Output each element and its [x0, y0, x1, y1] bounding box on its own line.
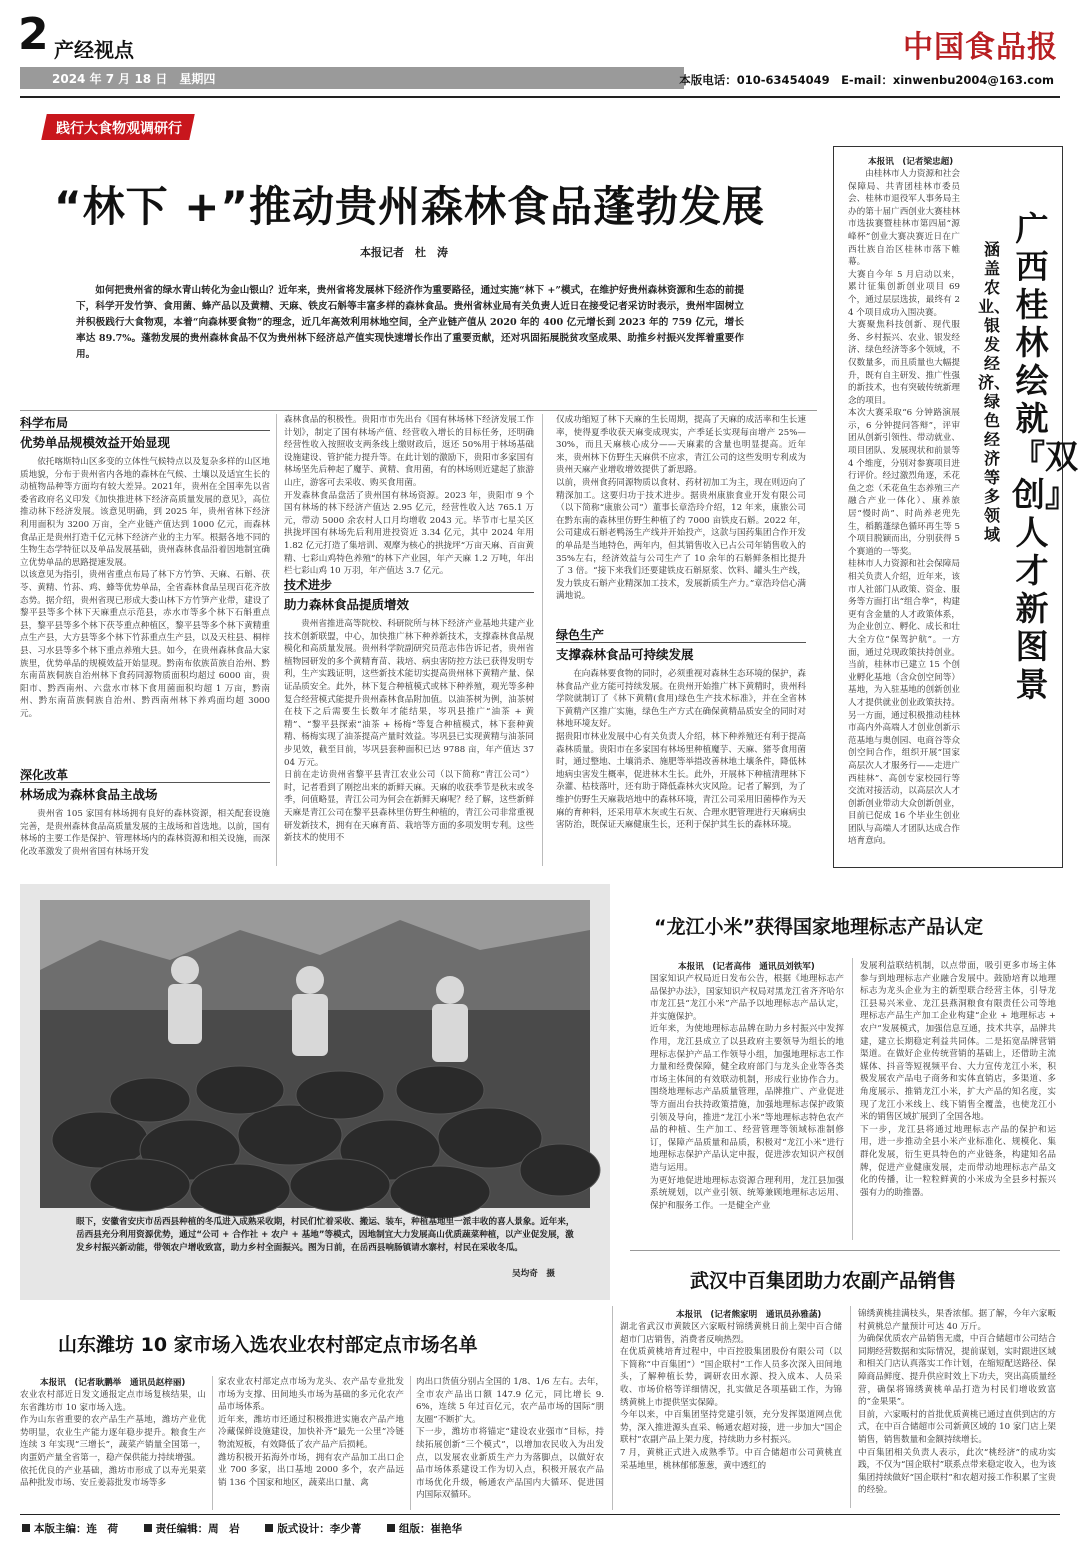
section-kicker: 深化改革 [20, 768, 69, 782]
column-divider [612, 1306, 613, 1510]
article3-headline: 武汉中百集团助力农副产品销售 [690, 1270, 957, 1292]
article2-byline: 本报讯 (记者高伟 通讯员刘铁军) [678, 962, 815, 972]
section-kicker: 技术进步 [284, 578, 333, 592]
sidebar-headline: 广西桂林绘就『双创』人才新图景 [1012, 209, 1078, 704]
column-divider [212, 1376, 213, 1510]
photo-illustration [40, 900, 590, 1208]
lead-divider [20, 410, 817, 411]
column-divider [410, 1376, 411, 1510]
section-rule [556, 642, 806, 643]
article-body: 仅成功缩短了林下天麻的生长周期，提高了天麻的成活率和生长速率，使得夏季收获天麻变成现实，产季延长实现每亩增产 25%—30%，而且天麻核心成分——天麻素的含量也明显提高。近年来，贵州林下仿野生天麻供不应求，青江公司的这些发明专利成为贵州天麻产业增收增效提供了新思路。 以前，贵州食药同源物质以食材、药材初加工为主，现在则迈向了精深加工。这要归功于技术进步。据贵州康旅食业开发有限公司（以下简称“康旅公司”）董事长章浩玲介绍，12 年来，康旅公司在黔东南的森林里仿野生种植了约 7000 亩铁皮石斛。2022 年，公司建成石斛老鸭汤生产线并开始投产，这款与国药集团合作开发的单品是当地特色，两年内，但其销售收入已占公司年销售收入的 35%左右，经济效益与公司生产了 10 余年的石斛鲜条相比提升了 3 倍。“接下来我们还要建铁皮石斛原浆、饮料、罐头生产线，发力铁皮石斛产业精深加工技术，发展新质生产力。”章浩玲信心满满地说。 [556, 415, 806, 602]
section-heading: 优势单品规模效益开始显现 [20, 435, 171, 450]
section-heading: 支撑森林食品可持续发展 [556, 647, 694, 662]
article4-byline: 本报讯 (记者耿鹏举 通讯员赵梓丽) [40, 1378, 186, 1388]
article2-body: 发展利益联结机制，以点带面，吸引更多市场主体参与到地理标志产业融合发展中。鼓励培育以地理标志为龙头企业为主的新型联合经营主体，引导龙江县易兴米业、龙江县燕洞粮食有限责任公司等地理标志产品生产加工企业构建“企业 + 地理标志 + 农户”发展模式，加强信息互通，技术共享，品牌共建，建立长期稳定利益共同体。二是拓宽品牌营销渠道。在做好企业传统营销的基础上，还借助主流媒体、抖音等短视频平台、大力宣传龙江小米，积极发展农产品电子商务和实体直销店，多渠道、多角度展示、推销龙江小米，扩大产品的知名度，实现了龙江小米线上、线下销售全覆盖，也使龙江小米的销售区域扩展到了全国各地。 下一步，龙江县将通过地理标志产品的保护和运用，进一步推动全县小米产业标准化、规模化、集群化发展，衍生更具特色的产业链条，构建知名品牌，促进产业健康发展，走而带动地理标志产品文化的传播，让一粒粒鲜黄的小米成为全县乡村振兴强有力的助推器。 [860, 961, 1056, 1198]
date-bar [20, 67, 684, 89]
section-divider [630, 1250, 1060, 1251]
article-body: 贵州省 105 家国有林场拥有良好的森林资源，相关配套设施完善，是贵州森林食品高质量发展的主战场和首选地。以前，国有林场的主要工作是保护、管理林场内的森林资源和相关设施，而深化改革激发了贵州省国有林场开发 [20, 809, 270, 857]
section-name: 产经视点 [54, 38, 134, 62]
section-rule [284, 592, 534, 593]
bullet-square-icon [265, 1524, 273, 1532]
article2-headline: “龙江小米”获得国家地理标志产品认定 [654, 916, 983, 938]
article-body: 森林食品的积极性。贵阳市市先出台《国有林场林下经济发展工作计划》，制定了国有林场产值、经营收入增长的目标任务，还明确经营性收入按照收支两条线上缴财政后，返还 50%用于林场基础设施建设、管护能力提升等。在此计划的激励下，贵阳市多家国有林场坚先后种起了魔芋、黄精、食用菌，有的林场则近建起了旅游山庄，游客可去采收、购买食用菌。 开发森林食品盘活了贵州国有林场资源。2023 年，贵阳市 9 个国有林场的林下经济产值达 2.95 亿元，经营性收入达 765.1 万元，带动 5000 余农村人口月均增收 2043 元。毕节市七星关区拱拢坪国有林场先后利用进投资近 3.34 亿元，其中 2024 年用 1.82 亿元打造了集培训、观摩为核心的拱拢坪“万亩天麻、百亩黄精、七彩山鸡特色养殖”的林下产业园，年产天麻 1.2 万吨，年出栏七彩山鸡 10 万羽，年产值达 3.7 亿元。 [284, 415, 534, 577]
column-divider [852, 958, 853, 1240]
article3-byline: 本报讯 (记者熊家明 通讯员孙雅菡) [676, 1310, 822, 1320]
sidebar-body: 由桂林市人力资源和社会保障局、共青团桂林市委员会、桂林市退役军人事务局主办的第十届广西创业大赛桂林市选拔赛暨桂林市第四届“源峰杯”创业大赛决赛近日在广西壮族自治区桂林市落下帷幕。 大赛自今年 5 月启动以来，累计征集创新创业项目 69 个，通过层层选拔，最终有 24 个项目成功入围决赛。 大赛聚焦科技创新、现代服务、乡村振兴、农业、银发经济、绿色经济等多个领域，不仅数量多，而且质量也大幅提升，既有自主研发、推广性强的新技术，也有突破传统新理念的项目。 本次大赛采取“6 分钟路演展示，6 分钟提问答辩”，评审团从创新引领性、带动就业、项目团队、发展现状和前景等 4 个维度，分别对参赛项目进行评价。经过激烈角逐，禾花鱼之恋（禾花鱼生态养殖三产融合产业一体化）、康养旅居“慢时尚”、时尚养老兜先生，稻鹅蓬绿色循环再生等 5 个项目脱颖而出，分别获得 5 个赛道的一等奖。 桂林市人力资源和社会保障局相关负责人介绍，近年来，该市人社部门从政策、资金、服务等方面打出“组合拳”，构建更有含金量的人才政策体系，为企业创立、孵化、成长和壮大全方位“保驾护航”。一方面，通过兑现政策扶持创业。当前，桂林市已建立 15 个创业孵化基地（含众创空间等）基地，为入驻基地的创新创业人才提供就业创业政策扶持。另一方面，通过积极推动桂林市高内外高端人才创业创新示范基地与奥创园、电商谷等众创空间合作，组织开展“国家高层次人才服务行——走进广西桂林”、高创专家校园行等交流对接活动，以高层次人才创新创业带动大众创新创业，目前已促成 16 个毕业生创业团队与高端人才团队达成合作培育意向。 [848, 169, 960, 847]
footer-layout: 组版：崔艳华 [398, 1523, 462, 1535]
main-lead: 如何把贵州省的绿水青山转化为金山银山？近年来，贵州省将发展林下经济作为重要路径，通过实施“林下 +”模式，在维护好贵州森林资源和生态的前提下，科学开发竹笋、食用菌、蜂产品以及黄精、天麻、铁皮石斛等丰富多样的森林食品。贵州省林业局有关负责人近日在接受记者采访时表示，贵州牢固树立并积极践行大食物观，本着“向森林要食物”的理念，近几年高效利用林地空间，全产业链产值从 2020 年的 400 亿元增长到 2023 年的 759 亿元，增长率达 89.7%。蓬勃发展的贵州森林食品不仅为贵州林下经济总产值实现快速增长作出了重要贡献，还对巩固拓展脱贫攻坚成果、助推乡村振兴发挥着重要作用。 [76, 285, 744, 360]
section-kicker: 绿色生产 [556, 628, 605, 642]
spacer [654, 950, 844, 952]
footer-designer: 版式设计：李少菁 [277, 1523, 362, 1535]
article4-body: 农业农村部近日发文通报定点市场复核结果，山东省潍坊市 10 家市场入选。 作为山东省重要的农产品生产基地，潍坊产业优势明显，农业生产能力逐年稳步提升。粮食生产连续 3 年实现“三增长”，蔬菜产销量全国第一，肉蛋奶产量全省第一，稳产保供能力持续增强。 依托优良的产业基础，潍坊市形成了以寿光果菜品种批发市场、安丘姜蒜批发市场等多 [20, 1390, 206, 1489]
column-divider [542, 414, 543, 866]
section-heading: 林场成为森林食品主战场 [20, 787, 158, 802]
article3-body: 锦绣黄桃挂满枝头，果香浓郁。据了解，今年六家畈村黄桃总产量预计可达 40 万斤。 为确保优质农产品销售无虞，中百合储超市公司结合同期经营数据和实际情况，提前谋划，实时跟进区域和相关门店认真落实工作计划，在缩短配送路径、保障商品鲜度、提升供应时效上下功夫，突出高质量经营，确保将锦绣黄桃单品打造为村民们增收致富的“金果果”。 目前，六家畈村的首批优质黄桃已通过直供到店的方式，在中百合储超市公司新黄区域的 10 家门店上架销售，销售数量和金额持续增长。 中百集团相关负责人表示，此次“桃经济”的成功实践，不仅为“国企联村”联系点带来稳定收入，也为该集团持续做好“国企联村”和农超对接工作积累了宝贵的经验。 [858, 1309, 1056, 1496]
footer-credits [22, 1521, 484, 1536]
header-rule [20, 96, 1060, 98]
article-body: 贵州省推进高等院校、科研院所与林下经济产业基地共建产业技术创新联盟，中心，加快推广林下种养新技术，支撑森林食品规模化和高质量发展。贵州科学院副研究员范志伟告诉记者，贵州省植物园研发的多个黄精育苗、栽培、病虫害防控方法已获得发明专利，生产实践证明，这些新技术能切实提高贵州林下黄精产量、保证品质安全。此外，林下复合种植模式或林下种养殖，观光等多种复合经营模式能提升贵州森林食品附加值。以油茶树为例，油茶树在枝下之后需要生长数年才能结果，岑巩县推广“油茶 + 黄精”、“黎平县探索“油茶 + 杨梅”等复合种植模式，林下套种黄精、杨梅实现了油茶提高产量时效益。岑巩县已实现黄精与油茶同步见效，截至目前，岑巩县套种面积已达 9788 亩，年产值达 3704 万元。 日前在走访贵州省黎平县青江农业公司（以下简称“青江公司”）时，记者看到了刚挖出来的新鲜天麻。天麻的收获季节是秋末或冬季，问值略显，青江公司为何会在新鲜天麻呢？经了解，这些新鲜天麻是青江公司在黎平县森林里仿野生种植的，青江公司非常重视研发新技术，拥有在天麻育苗、栽培等方面的多项发明专利。这些新技术的使用不 [284, 619, 534, 844]
bullet-square-icon [144, 1524, 152, 1532]
article4-body: 肉出口货值分别占全国的 1/8、1/6 左右。去年，全市农产品出口额 147.9 亿元，同比增长 9.6%，连续 5 年过百亿元，农产品市场的国际“朋友圈”不断扩大。 下一步，潍坊市将锚定“建设农业强市”目标，持续拓展创新“三个模式”，以增加农民收入为出发点，以发展农业新质生产力为落脚点，以做好农品市场体系建设工作为切入点，积极开展农产品市场优化升级，畅通农产品国内大循环、促进国内国际双循环。 [416, 1377, 604, 1501]
masthead-logo: 中国食品报 [903, 30, 1058, 65]
page-number: 2 [18, 9, 49, 60]
section-heading: 助力森林食品提质增效 [284, 597, 410, 612]
issue-date: 2024 年 7 月 18 日 星期四 [52, 72, 216, 86]
section-kicker: 科学布局 [20, 416, 69, 430]
bullet-square-icon [387, 1524, 395, 1532]
article3-body: 湖北省武汉市黄陂区六家畈村锦绣黄桃日前上架中百合储超市门店销售，消费者反响热烈。 在优质黄桃培育过程中，中百控股集团股份有限公司（以下简称“中百集团”）“国企联村”工作人员多次深入田间地头，了解种植长势，调研农田水源、投入成本、人员采收、市场价格等详细情况，扎实做足各项基础工作，为锦绣黄桃上市提供坚实保障。 今年以来，中百集团坚持党建引领，充分发挥渠道网点优势，深入推进源头直采、畅通农超对接，进一步加大“国企联村”农副产品上架力度，持续助力乡村振兴。 7 月，黄桃正式进入成熟季节。中百合储超市公司黄桃直采基地里，桃林郁郁葱葱，黄中透红的 [620, 1322, 842, 1471]
bullet-square-icon [22, 1524, 30, 1532]
section-rule [20, 430, 270, 431]
photo-caption: 眼下，安徽省安庆市岳西县种植的冬瓜进入成熟采收期，村民们忙着采收、搬运、装车，种植基地里一派丰收的喜人景象。近年来，岳西县充分利用资源优势，通过“公司 + 合作社 + 农户 + 基地”等模式，因地制宜大力发展高山优质蔬菜种植，以产业促发展，激发乡村振兴新动能，带领农户增收致富，助力乡村全面振兴。图为日前，在岳西县响肠镇请水寨村，村民在采收冬瓜。 [76, 1217, 575, 1253]
sidebar-subheadline: 涵盖农业、银发经济、绿色经济等多领域 [978, 240, 1011, 544]
contact-info: 本版电话：010-63454049 E-mail：xinwenbu2004@163.com [679, 73, 1054, 87]
article2-body: 国家知识产权局近日发布公告，根据《地理标志产品保护办法》，国家知识产权局对黑龙江省齐齐哈尔市龙江县“龙江小米”产品予以地理标志产品认定，并实施保护。 近年来，为使地理标志品牌在助力乡村振兴中发挥作用，龙江县成立了以县政府主要领导为组长的地理标志保护产品工作领导小组，加强地理标志工作力量和经费保障，健全政府部门与龙头企业等各类市场主体间的有效联动机制，形成行业协作合力。围绕地理标志产品质量管理，品牌推广、产业促进等方面出台扶持政策措施，加强地理标志保护政策引领及导向，推进“龙江小米”等地理标志特色农产品的种植、生产加工、经营管理等领域标准制修订，保障产品质量和品质，积极对“龙江小米”进行地理标志保护产品认定申报，促进涉农知识产权创造与运用。 为更好地促进地理标志资源合理利用，龙江县加强系统规划，以产业引领、统筹兼顾地理标志运用、保护和服务工作。一是健全产业 [650, 974, 844, 1211]
column-divider [276, 414, 277, 866]
article4-body: 家农业农村部定点市场为龙头、农产品专业批发市场为支撑、田间地头市场为基础的多元化农产品市场体系。 近年来，潍坊市还通过积极推进实施农产品产地冷藏保鲜设施建设，加快补齐“最先一公里”冷链物流短板，有效降低了农产品产后损耗。 潍坊积极开拓海外市场，拥有农产品加工出口企业 700 多家，出口基地 2000 多个，农产品远销 136 个国家和地区，蔬菜出口量、禽 [218, 1377, 404, 1488]
main-headline: “林下 +”推动贵州森林食品蓬勃发展 [54, 182, 766, 231]
winter-melon-harvest-photo [40, 900, 590, 1208]
article-body: 在向森林要食物的同时，必须重视对森林生态环境的保护，森林食品产业方能可持续发展。在贵州开始推广林下黄精时，贵州科学院就制订了《林下黄精(食用)绿色生产技术标准》，并在全省林下黄精产区推广实施，绿色生产方式在确保黄精品质安全的同时对林地环境友好。 据贵阳市林业发展中心有关负责人介绍，林下种养殖还有利于提高森林质量。贵阳市在多家国有林场里种植魔芋、天麻、猪苓食用菌时，通过整地、土壤消杀、施肥等举措改善林地土壤条件，降低林地病虫害发生概率，促进林木生长。此外，开展林下种植清理林下杂灌、枯枝落叶，还有助于降低森林火灾风险。记者了解到，为了维护仿野生天麻栽培地中的森林环境，青江公司采用旧菌棒作为天麻的育种料，还采用草木灰或生石灰、合理水肥管理进行天麻病虫害防治，既保证天麻健康生长，还利于保护其生长的森林环境。 [556, 669, 806, 831]
sidebar-byline: 本报讯 (记者梁忠超) [868, 157, 954, 167]
section-rule [20, 782, 270, 783]
column-divider [850, 1306, 851, 1508]
article4-headline: 山东潍坊 10 家市场入选农业农村部定点市场名单 [58, 1334, 478, 1356]
article-body: 依托喀斯特山区多变的立体性气候特点以及复杂多样的山区地质地貌，分布于贵州省内各地的森林在气候、土壤以及适宜生长的动植物品种等方面均有较大差异。2021年，贵州在全国率先以省委省政府名义印发《加快推进林下经济高质量发展的意见》，高位推动林下经济发展。该意见明确，到 2025 年，贵州省林下经济利用面积为 3200 万亩，全产业链产值达到 1000 亿元，而森林食品正是贵州打造千亿元林下经济产业的主力军。根据各地不同的生物生态学特征以及单品发展基础，贵州森林食品沿着因地制宜确立优势单品的思路提速发展。 以该意见为指引，贵州省重点布局了林下方竹笋、天麻、石斛、茯苓、黄精、竹荪、鸡、蜂等优势单品，全省森林食品呈现百花齐放态势。据介绍，贵州省现已形成大娄山林下方竹笋产业带，建设了黎平县等多个林下天麻重点示范县，赤水市等多个林下石斛重点县，黎平县等多个林下茯苓重点种植区，黎平县等多个林下黄精重点生产县，大方县等多个林下竹荪重点生产县，以及天柱县、桐梓县、习水县等多个林下重点养殖大县。如今，在贵州森林食品大家族里，优势单品的规模效益开始显现。黔南布依族苗族自治州、黔东南苗族侗族自治州林下食药同源物质面积均超过 6000 亩，贵阳市、黔西南州、六盘水市林下食用菌面积均超 1 万亩，黔南州、黔东南苗族侗族自治州、黔西南州林下养鸡面均超 3000 元。 [20, 457, 270, 719]
photo-credit: 吴均奇 摄 [512, 1269, 555, 1279]
footer-rule [20, 1514, 1060, 1515]
column-tag: 践行大食物观调研行 [56, 121, 182, 137]
footer-responsible-editor: 责任编辑：周 岩 [155, 1523, 240, 1535]
main-byline: 本报记者 杜 涛 [360, 246, 448, 259]
footer-editor: 本版主编：连 荷 [34, 1523, 118, 1535]
